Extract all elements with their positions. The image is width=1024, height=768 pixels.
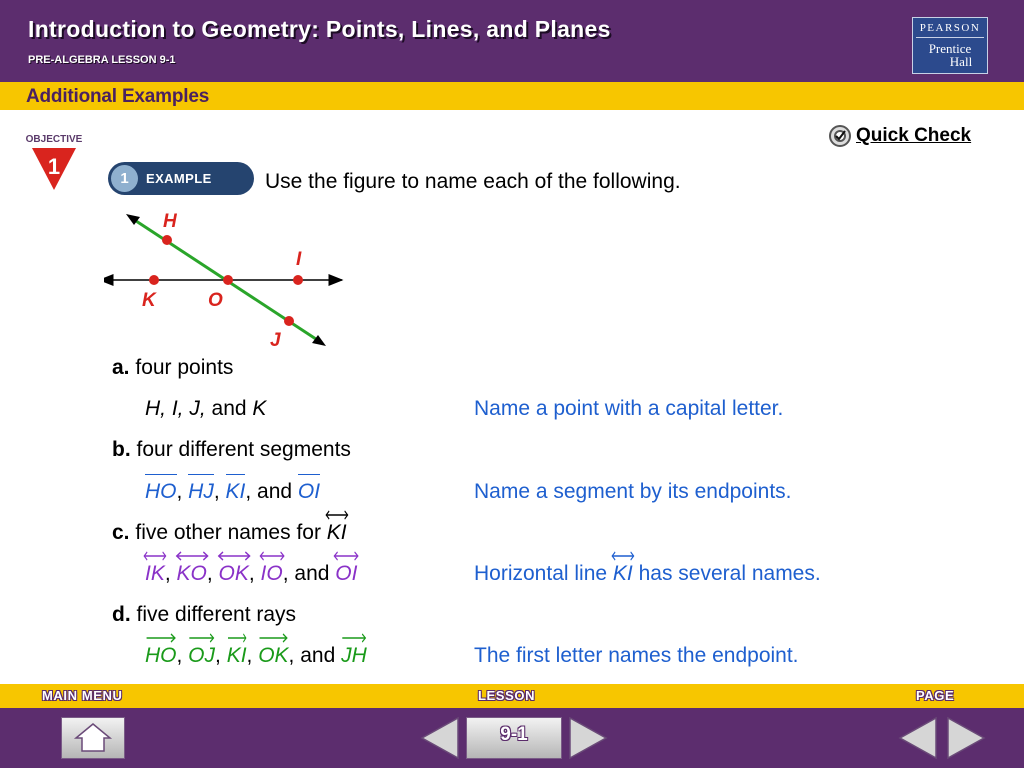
example-badge <box>108 162 256 195</box>
label-k: K <box>142 290 156 311</box>
part-a-note: Name a point with a capital letter. <box>474 397 784 420</box>
page-label: PAGE <box>916 688 955 703</box>
ray-arrow-icon <box>258 633 288 643</box>
point-j <box>284 316 294 326</box>
point-o <box>223 275 233 285</box>
right-arrow-icon <box>946 716 986 760</box>
part-c-note-pre: Horizontal line <box>474 562 608 585</box>
part-d-and: and <box>300 644 336 667</box>
part-a-points: H, I, J, <box>145 397 206 420</box>
quick-check-button[interactable] <box>828 122 971 150</box>
example-number: 1 <box>111 165 138 192</box>
logo-line-3: Hall <box>949 54 973 69</box>
part-b-note: Name a segment by its endpoints. <box>474 480 792 503</box>
objective-triangle-icon <box>20 134 90 194</box>
line-arrow-icon <box>217 551 251 561</box>
label-o: O <box>208 290 223 311</box>
part-a-question <box>112 356 233 380</box>
next-page-button[interactable] <box>946 716 986 760</box>
ray-name: HO <box>145 644 177 668</box>
line-name: IK <box>145 562 165 586</box>
part-c-note-post: has several names. <box>638 562 821 585</box>
logo-line-2: Prentice <box>928 41 972 56</box>
footer-label-bar <box>0 684 1024 708</box>
part-b-question <box>112 438 351 462</box>
segment-name: HJ <box>188 480 214 503</box>
line-arrow-icon <box>143 551 167 561</box>
part-c-letter: c. <box>112 521 130 544</box>
part-a-and: and <box>211 397 247 420</box>
part-d-letter: d. <box>112 603 131 626</box>
line-arrow-icon <box>259 551 285 561</box>
left-arrow-icon <box>898 716 938 760</box>
part-d-text: five different rays <box>136 603 297 626</box>
part-d-answer: HO , OJ , KI , OK , and JH <box>145 644 367 668</box>
segment-name: HO <box>145 480 177 503</box>
part-c-note <box>474 562 821 586</box>
ray-name: JH <box>341 644 367 668</box>
pearson-logo <box>912 17 988 74</box>
line-arrow-icon <box>175 551 209 561</box>
ray-arrow-icon <box>227 633 247 643</box>
previous-lesson-button[interactable] <box>420 716 460 760</box>
main-menu-label: MAIN MENU <box>42 688 123 703</box>
ray-arrow-icon <box>145 633 177 643</box>
line-arrow-icon <box>611 551 635 561</box>
segment-name: KI <box>225 480 246 503</box>
page-title: Introduction to Geometry: Points, Lines, and Planes <box>28 16 611 42</box>
line-name: KO <box>177 562 207 586</box>
point-h <box>162 235 172 245</box>
objective-marker <box>20 134 90 194</box>
part-a-text: four points <box>135 356 234 379</box>
segment-name: OI <box>297 480 321 503</box>
logo-line-1: PEARSON <box>916 18 984 38</box>
part-c-answer: IK , KO , OK , IO , and OI <box>145 562 357 586</box>
main-menu-button[interactable] <box>61 717 125 759</box>
objective-number: 1 <box>47 154 61 179</box>
lesson-number-button[interactable]: 9-1 <box>466 717 562 759</box>
lesson-label: LESSON <box>478 688 536 703</box>
ray-name: OJ <box>188 644 215 668</box>
part-d-note: The first letter names the endpoint. <box>474 644 799 667</box>
line-name: OK <box>219 562 249 586</box>
label-i: I <box>296 249 302 270</box>
home-icon <box>62 718 124 758</box>
part-c-text: five other names for <box>135 521 321 544</box>
section-band <box>0 82 1024 110</box>
part-a-letter: a. <box>112 356 130 379</box>
lesson-subtitle: PRE-ALGEBRA LESSON 9-1 <box>28 54 176 66</box>
right-arrow-icon <box>568 716 608 760</box>
line-arrow-icon <box>333 551 359 561</box>
part-a-last: K <box>252 397 267 420</box>
line-name: KI <box>613 562 633 586</box>
line-name: IO <box>261 562 283 586</box>
label-j: J <box>270 330 281 351</box>
part-a-answer <box>145 397 266 421</box>
line-arrow-icon <box>325 510 349 520</box>
point-k <box>149 275 159 285</box>
next-lesson-button[interactable] <box>568 716 608 760</box>
section-label: Additional Examples <box>26 86 210 107</box>
line-name: OI <box>335 562 357 586</box>
geometry-figure <box>104 205 354 355</box>
header-bar <box>0 0 1024 82</box>
part-b-and: and <box>257 480 293 503</box>
ray-name: OK <box>258 644 288 668</box>
quick-check-label: Quick Check <box>856 125 972 146</box>
previous-page-button[interactable] <box>898 716 938 760</box>
ray-arrow-icon <box>188 633 215 643</box>
example-prompt: Use the figure to name each of the following. <box>265 170 681 193</box>
point-i <box>293 275 303 285</box>
part-c-and: and <box>294 562 330 585</box>
example-label: EXAMPLE <box>146 171 212 186</box>
ray-name: KI <box>227 644 247 668</box>
part-d-question <box>112 603 296 627</box>
part-c-question <box>112 521 347 545</box>
part-b-letter: b. <box>112 438 131 461</box>
part-b-answer: HO, HJ, KI, and OI <box>145 480 321 503</box>
left-arrow-icon <box>420 716 460 760</box>
quick-check-icon <box>828 124 852 148</box>
label-h: H <box>163 211 177 232</box>
ray-arrow-icon <box>341 633 367 643</box>
line-name: KI <box>327 521 347 545</box>
objective-label: OBJECTIVE <box>25 134 83 145</box>
part-b-text: four different segments <box>136 438 351 461</box>
